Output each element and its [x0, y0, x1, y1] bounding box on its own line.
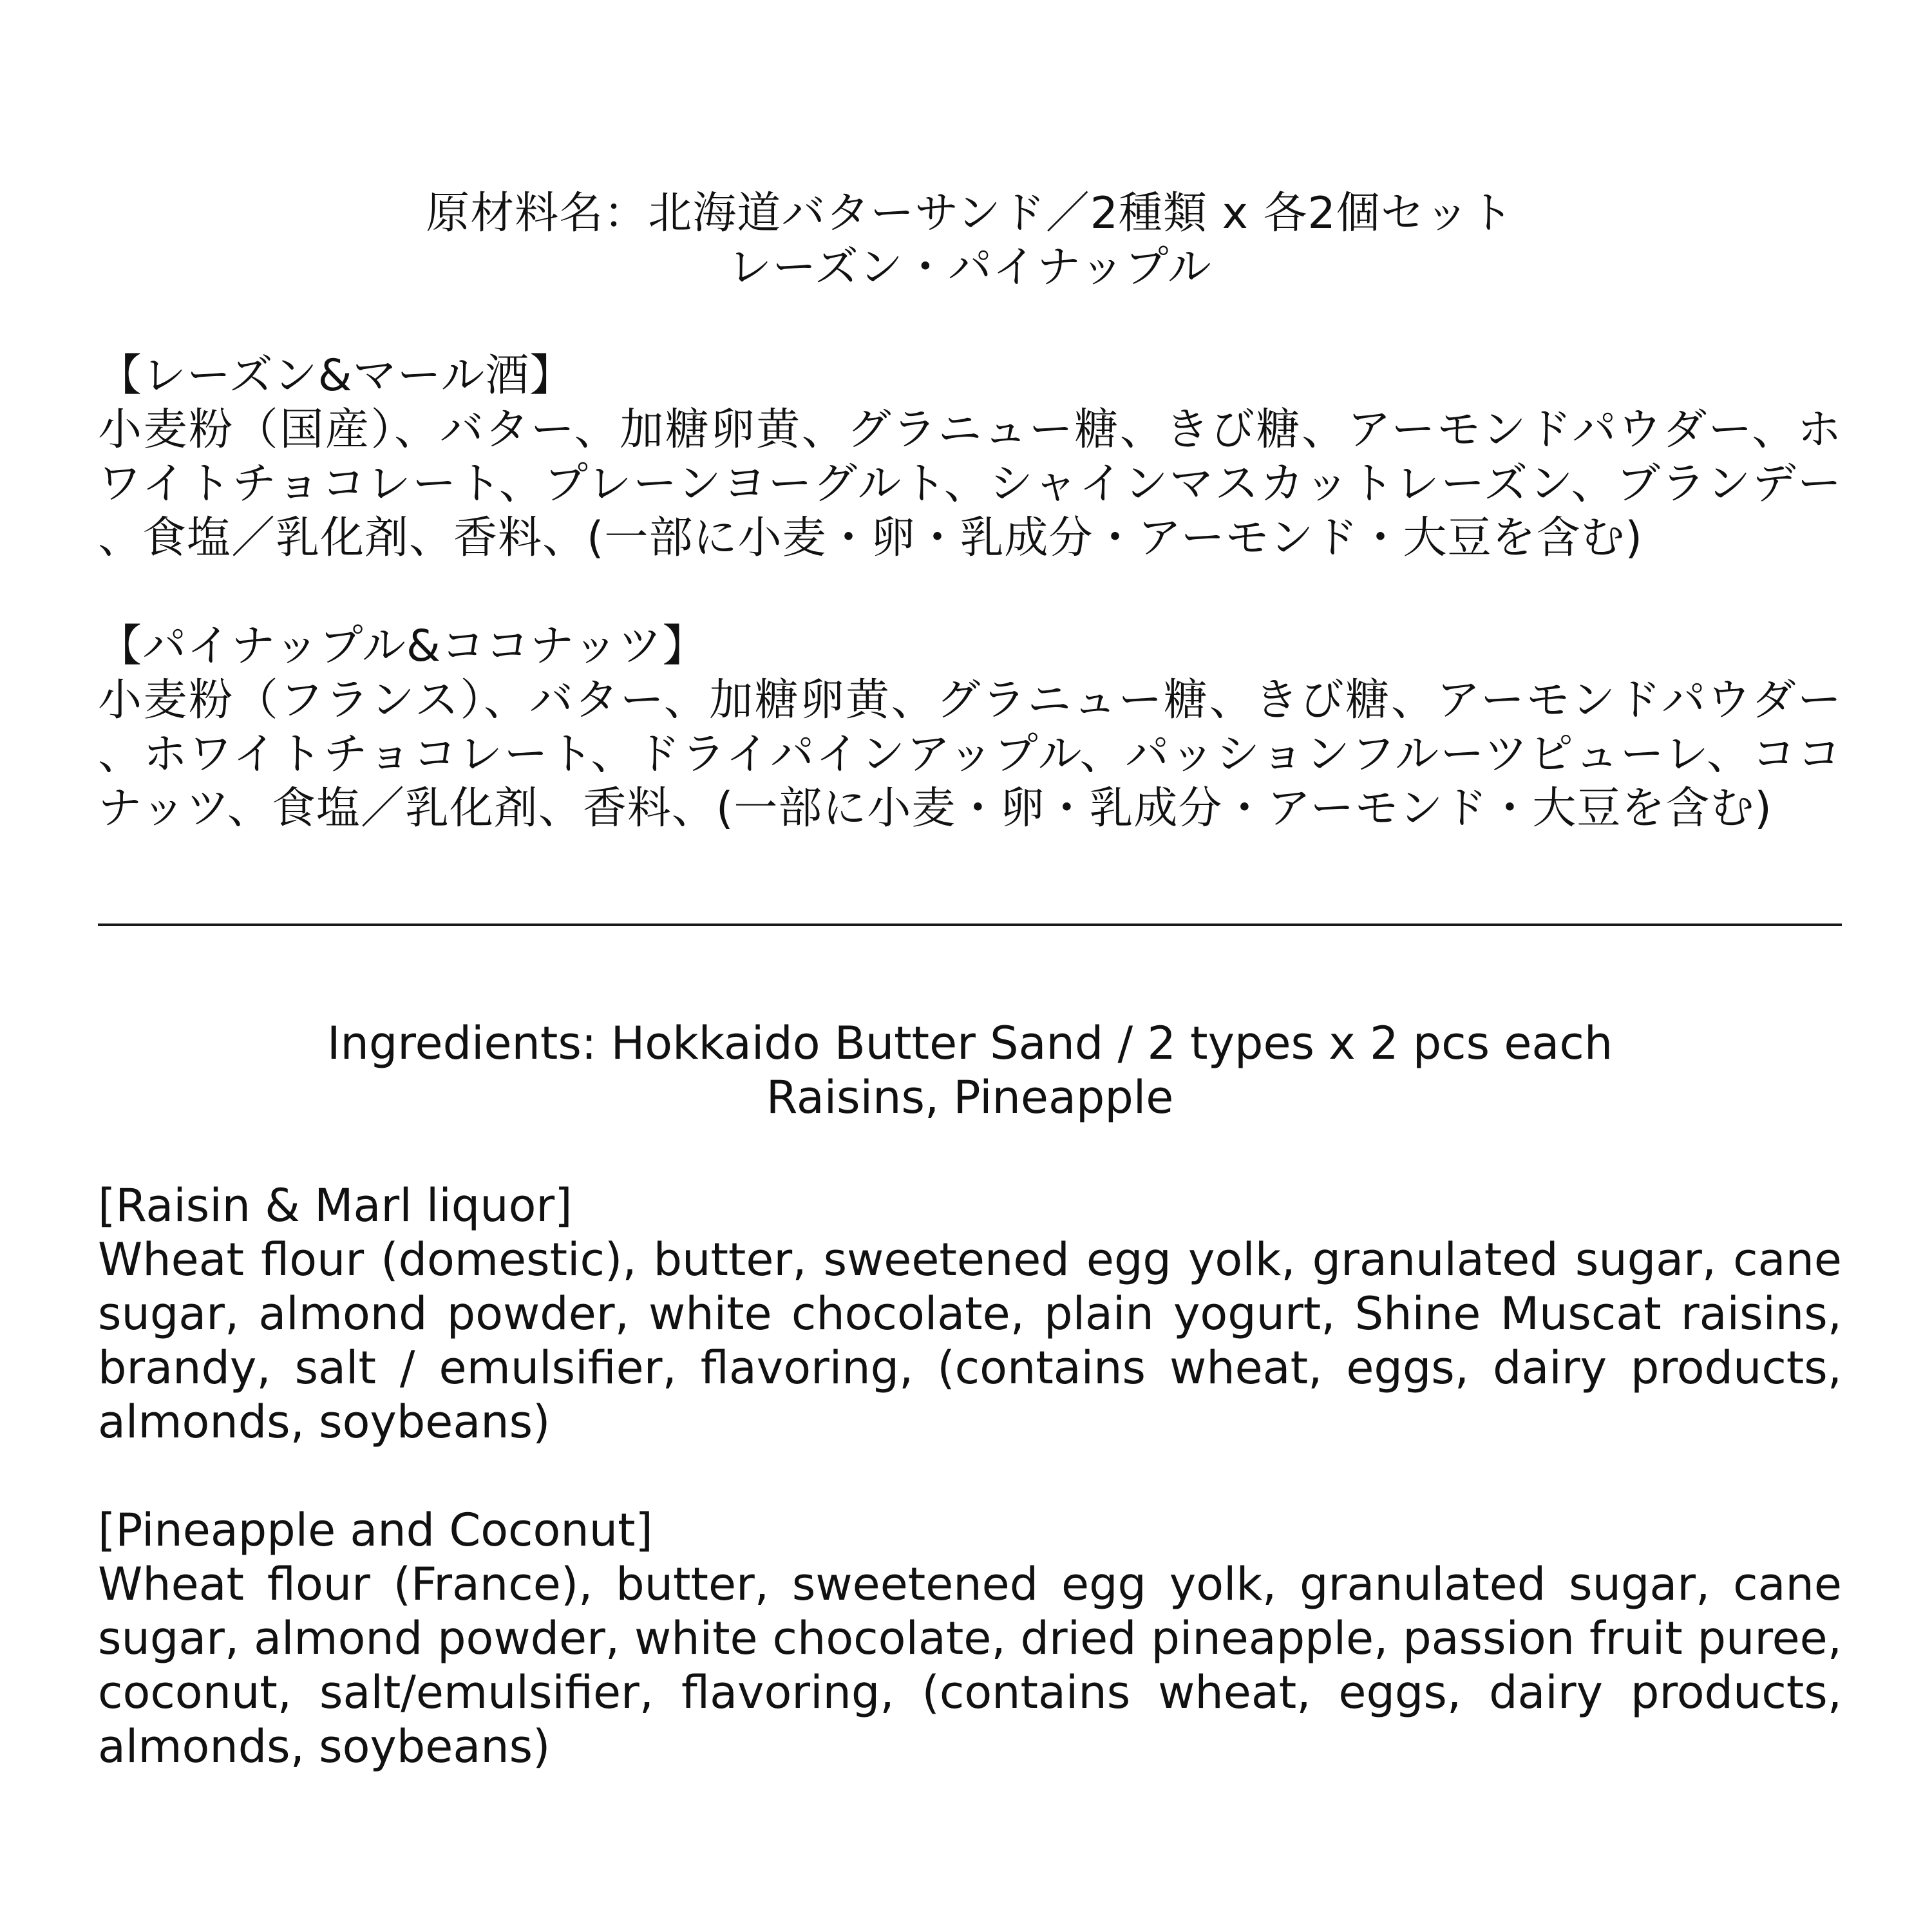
en-raisin-ingredients: Wheat flour (domestic), butter, sweetened egg yolk, granulated sugar, cane sugar, almond powder, white chocolate, plain yogurt, Shine Muscat raisins, brandy, salt / emulsifier, flavoring, (contains wheat, eggs, dairy products, almonds, soybeans) — [98, 1233, 1842, 1448]
english-ingredients-section — [98, 1016, 1842, 1774]
ingredient-label-page — [98, 187, 1842, 1774]
jp-product-title: 原材料名：北海道バターサンド／2種類 x 各2個セット — [426, 188, 1514, 239]
jp-pineapple-heading: 【パイナップル&ココナッツ】 — [98, 621, 707, 672]
spacer — [98, 565, 1842, 620]
en-pineapple-heading: [Pineapple and Coconut] — [98, 1504, 653, 1557]
spacer — [98, 1449, 1842, 1503]
jp-raisin-heading: 【レーズン&マール酒】 — [98, 350, 574, 401]
jp-flavor-names: レーズン・パイナップル — [728, 242, 1212, 293]
en-pineapple-ingredients: Wheat flour (France), butter, sweetened egg yolk, granulated sugar, cane sugar, almond powder, white chocolate, dried pineapple, passion fruit puree, coconut, salt/emulsifier, flavoring, (contains wheat, eggs, dairy products, almonds, soybeans) — [98, 1558, 1842, 1773]
jp-pineapple-ingredients: 小麦粉（フランス）、バター、加糖卵黄、グラニュー糖、きび糖、アーモンドパウダー、ホワイトチョコレート、ドライパインアップル、パッションフルーツピューレ、ココナッツ、食塩／乳化剤、香料、(一部に小麦・卵・乳成分・アーモンド・大豆を含む) — [98, 675, 1842, 834]
en-flavor-names: Raisins, Pineapple — [766, 1071, 1174, 1124]
en-product-title: Ingredients: Hokkaido Butter Sand / 2 types x 2 pcs each — [327, 1017, 1613, 1070]
japanese-ingredients-section — [98, 187, 1842, 836]
jp-raisin-ingredients: 小麦粉（国産）、バター、加糖卵黄、グラニュー糖、きび糖、アーモンドパウダー、ホワイトチョコレート、プレーンヨーグルト、シャインマスカットレーズン、ブランデー、食塩／乳化剤、香料、(一部に小麦・卵・乳成分・アーモンド・大豆を含む) — [98, 404, 1842, 564]
en-raisin-heading: [Raisin & Marl liquor] — [98, 1179, 573, 1232]
spacer — [98, 1124, 1842, 1179]
section-divider — [98, 923, 1842, 926]
spacer — [98, 295, 1842, 349]
